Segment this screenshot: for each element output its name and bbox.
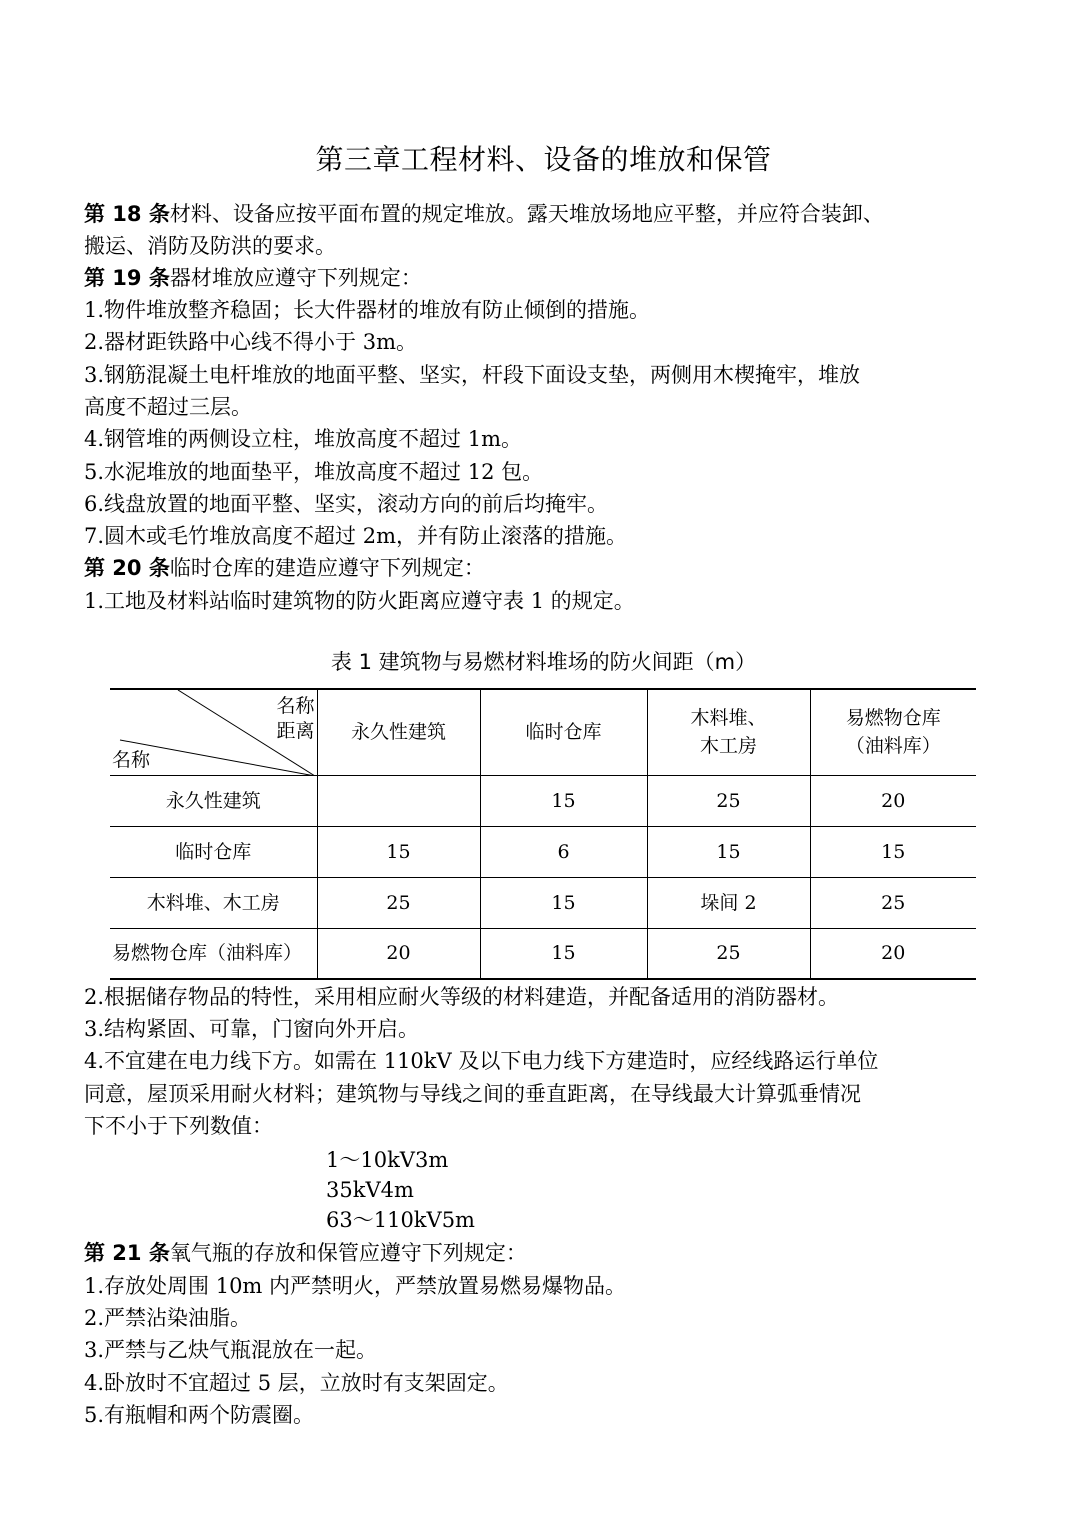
- column-header: 木料堆、 木工房: [647, 689, 810, 775]
- article-20: [84, 552, 1014, 584]
- list-item: 4.卧放时不宜超过 5 层，立放时有支架固定。: [84, 1371, 509, 1395]
- chapter-title: 第三章工程材料、设备的堆放和保管: [315, 143, 772, 176]
- column-header: 永久性建筑: [317, 689, 480, 775]
- table-cell: 20: [317, 928, 480, 979]
- table-caption: 表 1 建筑物与易燃材料堆场的防火间距（m）: [330, 650, 757, 674]
- article-label: 第 20 条: [84, 556, 170, 580]
- row-header: 易燃物仓库（油料库）: [110, 928, 317, 979]
- table-cell: [317, 775, 480, 826]
- list-item: 5.水泥堆放的地面垫平，堆放高度不超过 12 包。: [84, 460, 544, 484]
- table-cell: 25: [810, 877, 976, 928]
- diagonal-header-cell: [110, 689, 317, 775]
- table-cell: 25: [647, 928, 810, 979]
- article-18: [84, 198, 1014, 230]
- list-item: 2.器材距铁路中心线不得小于 3m。: [84, 330, 417, 354]
- table-row: [110, 775, 976, 826]
- table-cell: 15: [810, 826, 976, 877]
- table-cell: 25: [647, 775, 810, 826]
- article-text: 临时仓库的建造应遵守下列规定：: [169, 556, 485, 580]
- corner-top-distance: 距离: [276, 720, 315, 742]
- list-item: 2.根据储存物品的特性，采用相应耐火等级的材料建造，并配备适用的消防器材。: [84, 985, 840, 1009]
- table-cell: 25: [317, 877, 480, 928]
- article-label: 第 21 条: [84, 1241, 170, 1265]
- article-21: [84, 1237, 1014, 1269]
- table-header-row: [110, 689, 976, 775]
- clearance-value: 63～110kV5m: [326, 1208, 475, 1232]
- list-item: 3.严禁与乙炔气瓶混放在一起。: [84, 1338, 378, 1362]
- article-label: 第 18 条: [84, 202, 170, 226]
- article-label: 第 19 条: [84, 266, 170, 290]
- table-cell: 6: [480, 826, 647, 877]
- row-header: 临时仓库: [110, 826, 317, 877]
- article-text: 氧气瓶的存放和保管应遵守下列规定：: [169, 1241, 527, 1265]
- table-cell: 20: [810, 775, 976, 826]
- list-item: 6.线盘放置的地面平整、坚实，滚动方向的前后均掩牢。: [84, 492, 609, 516]
- list-item: 5.有瓶帽和两个防震圈。: [84, 1403, 315, 1427]
- list-item: 1.存放处周围 10m 内严禁明火，严禁放置易燃易爆物品。: [84, 1274, 627, 1298]
- list-item: 4.不宜建在电力线下方。如需在 110kV 及以下电力线下方建造时，应经线路运行单位: [84, 1049, 879, 1073]
- article-19: [84, 262, 1014, 294]
- table-cell: 垛间 2: [647, 877, 810, 928]
- table-row: [110, 877, 976, 928]
- table-cell: 15: [480, 775, 647, 826]
- table-cell: 15: [317, 826, 480, 877]
- clearance-value: 1～10kV3m: [326, 1148, 449, 1172]
- list-item: 2.严禁沾染油脂。: [84, 1306, 252, 1330]
- table-cell: 20: [810, 928, 976, 979]
- list-item: 高度不超过三层。: [84, 395, 252, 419]
- corner-bottom-name: 名称: [112, 748, 151, 771]
- row-header: 永久性建筑: [110, 775, 317, 826]
- article-18-cont: 搬运、消防及防洪的要求。: [84, 234, 336, 258]
- corner-top-labels: [276, 694, 314, 744]
- list-item: 4.钢管堆的两侧设立柱，堆放高度不超过 1m。: [84, 427, 522, 451]
- fire-distance-table: [110, 688, 976, 980]
- table-row: [110, 826, 976, 877]
- list-item: 3.钢筋混凝土电杆堆放的地面平整、坚实，杆段下面设支垫，两侧用木楔掩牢，堆放: [84, 363, 861, 387]
- corner-top-name: 名称: [276, 695, 315, 717]
- clearance-value: 35kV4m: [326, 1178, 414, 1202]
- table-cell: 15: [480, 928, 647, 979]
- row-header: 木料堆、木工房: [110, 877, 317, 928]
- table-cell: 15: [647, 826, 810, 877]
- list-item-cont: 下不小于下列数值：: [84, 1114, 273, 1138]
- article-text: 器材堆放应遵守下列规定：: [169, 266, 422, 290]
- list-item: 7.圆木或毛竹堆放高度不超过 2m，并有防止滚落的措施。: [84, 524, 627, 548]
- column-header: 易燃物仓库 （油料库）: [810, 689, 976, 775]
- list-item: 1.工地及材料站临时建筑物的防火距离应遵守表 1 的规定。: [84, 589, 635, 613]
- list-item: 3.结构紧固、可靠，门窗向外开启。: [84, 1017, 420, 1041]
- table-row: [110, 928, 976, 979]
- list-item: 1.物件堆放整齐稳固；长大件器材的堆放有防止倾倒的措施。: [84, 298, 651, 322]
- table-cell: 15: [480, 877, 647, 928]
- list-item-cont: 同意，屋顶采用耐火材料；建筑物与导线之间的垂直距离，在导线最大计算弧垂情况: [84, 1082, 861, 1106]
- column-header: 临时仓库: [480, 689, 647, 775]
- article-text: 材料、设备应按平面布置的规定堆放。露天堆放场地应平整，并应符合装卸、: [169, 202, 884, 226]
